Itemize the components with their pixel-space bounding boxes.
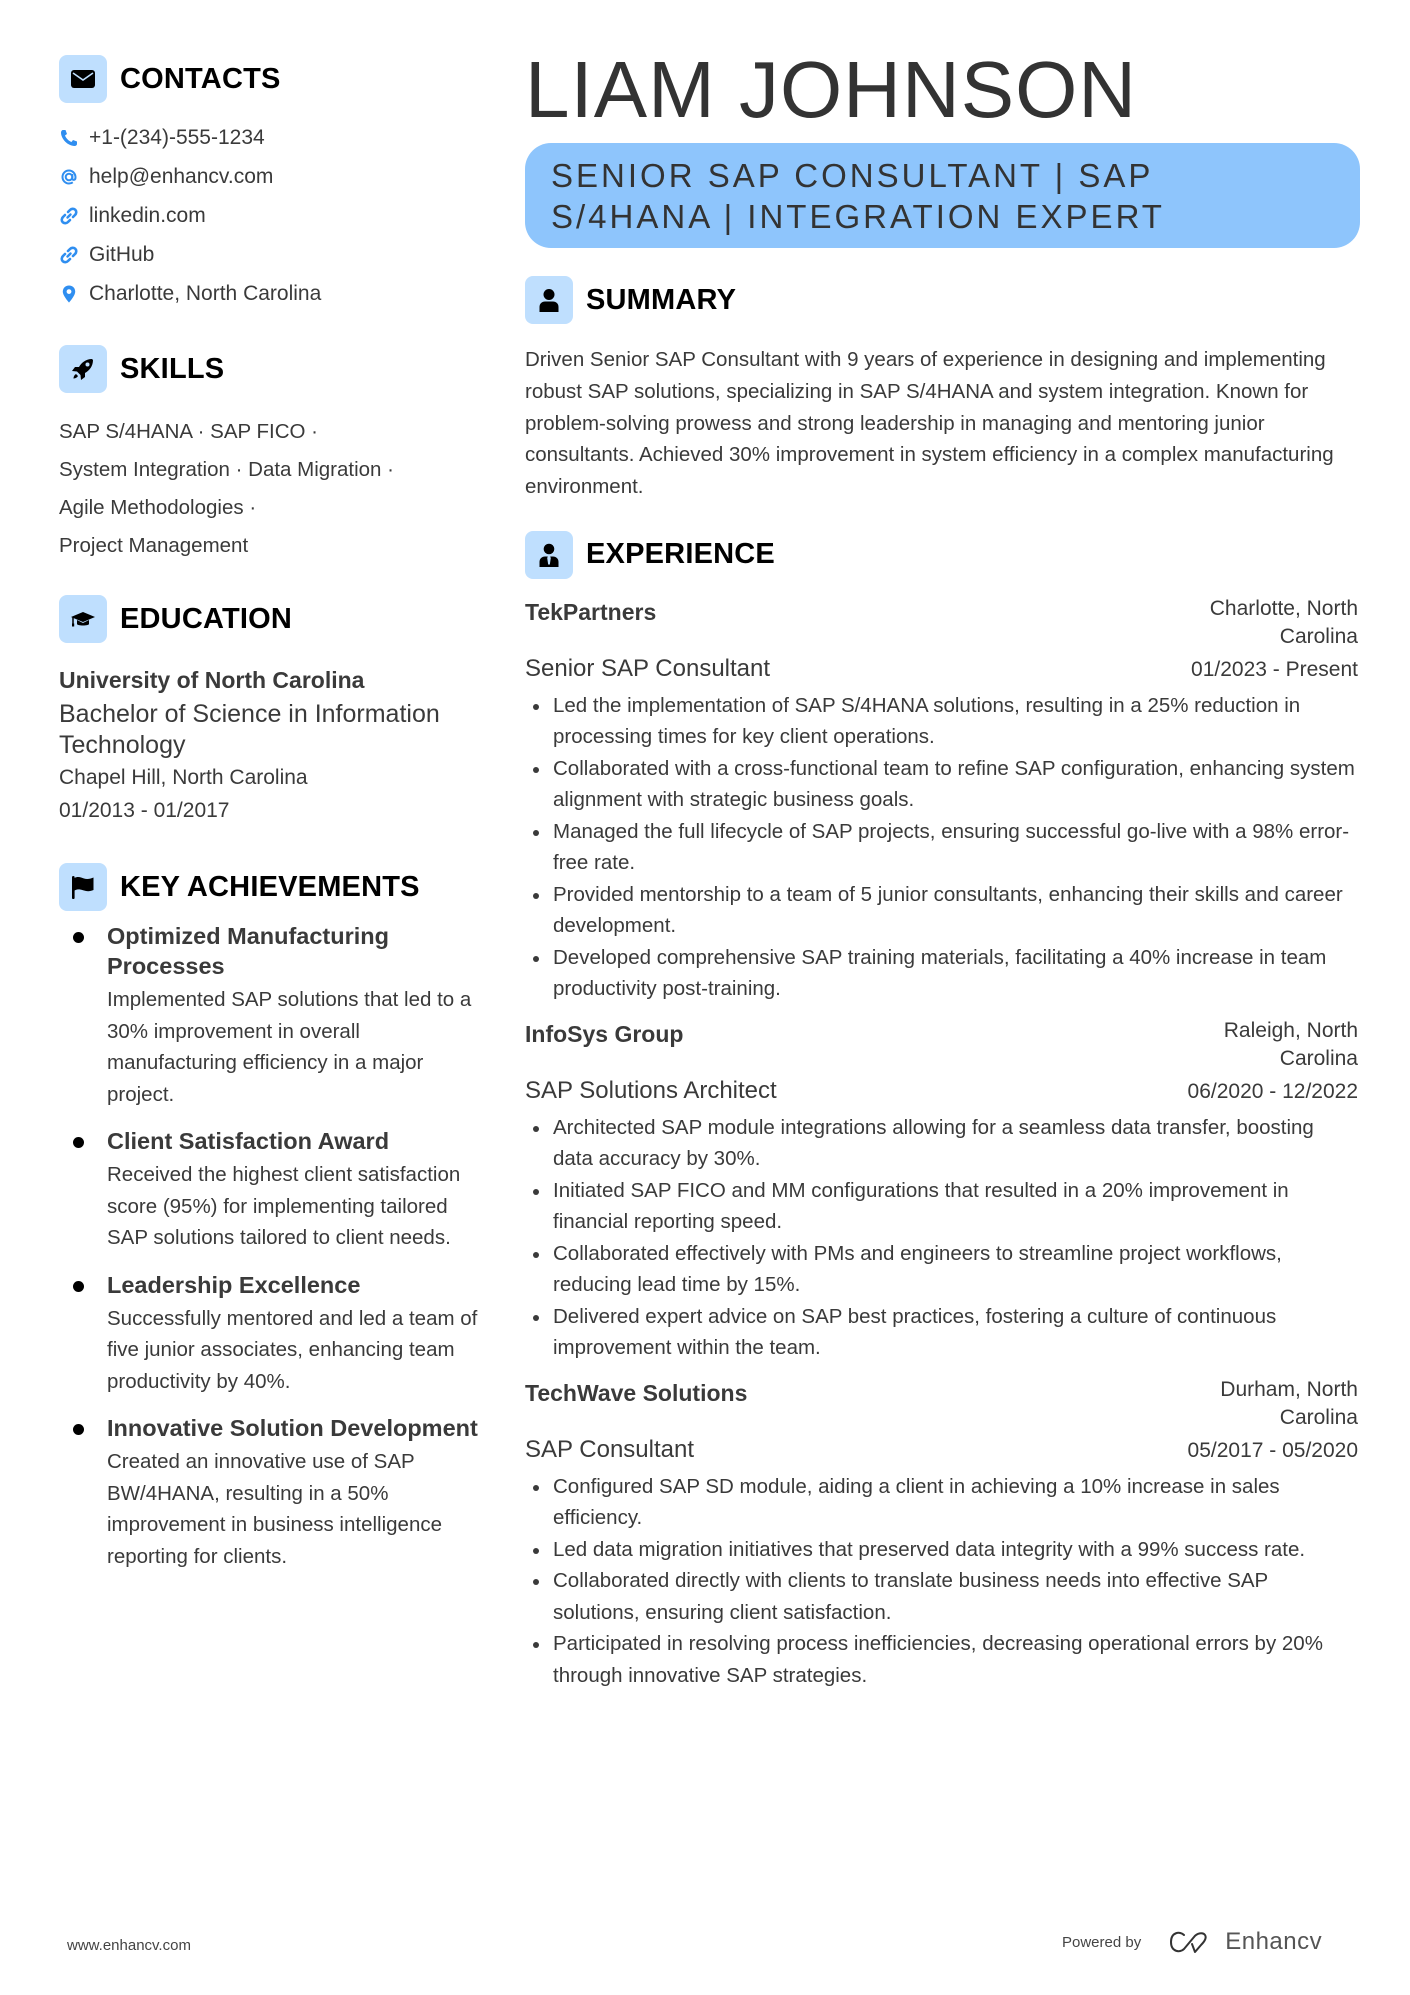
skills-section (59, 345, 479, 565)
link-icon (59, 206, 89, 226)
section-title: SKILLS (120, 352, 225, 385)
contact-text: help@enhancv.com (89, 164, 274, 188)
achievement-item (59, 1270, 479, 1398)
rocket-icon (59, 345, 107, 393)
contact-phone[interactable] (59, 118, 479, 157)
achievement-list (59, 921, 479, 1572)
education-section (59, 595, 479, 827)
link-icon (59, 245, 89, 265)
brand-name: Enhancv (1225, 1928, 1323, 1955)
company-name: InfoSys Group (525, 1020, 684, 1047)
user-icon (525, 276, 573, 324)
candidate-name: LIAM JOHNSON (525, 45, 1138, 134)
job-location: Charlotte, North Carolina (1209, 596, 1358, 648)
school-name: University of North Carolina (59, 667, 365, 693)
phone-icon (59, 128, 89, 148)
job-role: SAP Consultant (525, 1435, 694, 1463)
skills-line: System Integration · Data Migration · (59, 458, 394, 481)
job-role: SAP Solutions Architect (525, 1076, 777, 1104)
section-title: CONTACTS (120, 62, 281, 95)
section-title: KEY ACHIEVEMENTS (120, 870, 420, 903)
powered-by-label: Powered by (1062, 1933, 1142, 1951)
skills-line: SAP S/4HANA · SAP FICO · (59, 420, 318, 443)
location-pin-icon (59, 284, 89, 304)
job-bullet: Configured SAP SD module, aiding a client in achieving a 10% increase in sales efficiency. (525, 1471, 1358, 1534)
section-title: EXPERIENCE (586, 538, 775, 571)
job-bullet: Managed the full lifecycle of SAP projects, ensuring successful go-live with a 98% error-free rate. (525, 816, 1358, 879)
job-dates: 05/2017 - 05/2020 (1187, 1438, 1358, 1462)
contact-github[interactable] (59, 235, 479, 274)
company-name: TekPartners (525, 598, 657, 625)
experience-section (525, 531, 1358, 1692)
degree: Bachelor of Science in Information Technology (59, 700, 440, 759)
education-entry (59, 665, 479, 827)
job-bullet: Collaborated with a cross-functional team to refine SAP configuration, enhancing system alignment with strategic business goals. (525, 753, 1358, 816)
bullet-icon (73, 1424, 84, 1435)
achievement-desc: Implemented SAP solutions that led to a 30% improvement in overall manufacturing efficiency in a major project. (107, 988, 472, 1106)
job-bullet: Initiated SAP FICO and MM configurations that resulted in a 20% improvement in financial reporting speed. (525, 1175, 1358, 1238)
job-entry (525, 1376, 1358, 1692)
section-title: SUMMARY (586, 283, 737, 316)
achievement-item (59, 1126, 479, 1254)
contact-text: linkedin.com (89, 203, 206, 227)
at-icon (59, 167, 89, 187)
contact-text: Charlotte, North Carolina (89, 281, 322, 305)
summary-section (525, 276, 1358, 503)
envelope-icon (59, 55, 107, 103)
flag-icon (59, 863, 107, 911)
job-location: Raleigh, North Carolina (1223, 1018, 1358, 1070)
achievement-item (59, 921, 479, 1110)
job-title-line: S/4HANA | INTEGRATION EXPERT (551, 198, 1165, 235)
job-bullet: Collaborated effectively with PMs and engineers to streamline project workflows, reducing lead time by 15%. (525, 1238, 1358, 1301)
job-bullet: Delivered expert advice on SAP best practices, fostering a culture of continuous improvement within the team. (525, 1301, 1358, 1364)
achievement-title: Client Satisfaction Award (107, 1128, 390, 1154)
right-column (525, 45, 1358, 1703)
achievement-desc: Received the highest client satisfaction score (95%) for implementing tailored SAP solutions tailored to client needs. (107, 1163, 461, 1249)
contact-list (59, 118, 479, 313)
enhancv-logo-icon (1167, 1929, 1213, 1955)
education-dates: 01/2013 - 01/2017 (59, 799, 230, 822)
graduation-cap-icon (59, 595, 107, 643)
bullet-icon (73, 1137, 84, 1148)
job-bullet: Led the implementation of SAP S/4HANA solutions, resulting in a 25% reduction in processing times for key client operations. (525, 690, 1358, 753)
job-location: Durham, North Carolina (1220, 1377, 1358, 1429)
skills-line: Project Management (59, 534, 249, 557)
job-entry (525, 595, 1358, 1005)
education-location: Chapel Hill, North Carolina (59, 766, 308, 789)
bullet-icon (73, 932, 84, 943)
contact-linkedin[interactable] (59, 196, 479, 235)
section-header-education (59, 595, 479, 643)
section-header-contacts (59, 55, 479, 103)
user-tie-icon (525, 531, 573, 579)
job-bullet: Provided mentorship to a team of 5 junior consultants, enhancing their skills and career development. (525, 879, 1358, 942)
achievement-title: Leadership Excellence (107, 1271, 361, 1298)
job-bullets (525, 1471, 1358, 1692)
contact-text: GitHub (89, 242, 155, 266)
skills-list (59, 413, 479, 565)
job-dates: 06/2020 - 12/2022 (1187, 1079, 1358, 1103)
achievements-section (59, 863, 479, 1572)
achievement-title: Innovative Solution Development (107, 1415, 478, 1441)
job-title-banner (525, 143, 1360, 248)
job-role: Senior SAP Consultant (525, 654, 771, 682)
contacts-section (59, 55, 479, 313)
job-bullets (525, 690, 1358, 1005)
job-list (525, 595, 1358, 1692)
achievement-desc: Created an innovative use of SAP BW/4HANA, resulting in a 50% improvement in business intelligence reporting for clients. (107, 1450, 443, 1568)
job-bullet: Participated in resolving process inefficiencies, decreasing operational errors by 20% through innovative SAP strategies. (525, 1628, 1358, 1691)
footer-branding[interactable] (1062, 1928, 1322, 1956)
job-bullet: Collaborated directly with clients to translate business needs into effective SAP solutions, ensuring client satisfaction. (525, 1565, 1358, 1628)
job-bullet: Architected SAP module integrations allowing for a seamless data transfer, boosting data accuracy by 30%. (525, 1112, 1358, 1175)
left-column (59, 55, 479, 1588)
skills-line: Agile Methodologies · (59, 496, 257, 519)
job-title-line: SENIOR SAP CONSULTANT | SAP (551, 157, 1154, 194)
section-header-achievements (59, 863, 479, 911)
section-header-summary (525, 276, 1358, 324)
bullet-icon (73, 1281, 84, 1292)
summary-text: Driven Senior SAP Consultant with 9 years of experience in designing and implementing robust SAP solutions, specializing in SAP S/4HANA and system integration. Known for problem-solving prowess and strong leadership in managing and mentoring junior consultants. Achieved 30% improvement in system efficiency in a complex manufacturing environment. (525, 348, 1334, 499)
job-dates: 01/2023 - Present (1191, 657, 1358, 681)
achievement-item (59, 1413, 479, 1572)
job-bullet: Led data migration initiatives that preserved data integrity with a 99% success rate. (525, 1534, 1358, 1566)
job-entry (525, 1017, 1358, 1364)
achievement-title: Optimized Manufacturing Processes (107, 923, 389, 979)
section-title: EDUCATION (120, 602, 293, 635)
contact-email[interactable] (59, 157, 479, 196)
job-bullets (525, 1112, 1358, 1364)
achievement-desc: Successfully mentored and led a team of five junior associates, enhancing team productivity by 40%. (107, 1306, 478, 1393)
section-header-skills (59, 345, 479, 393)
contact-location (59, 274, 479, 313)
contact-text: +1-(234)-555-1234 (89, 125, 265, 149)
job-bullet: Developed comprehensive SAP training materials, facilitating a 40% increase in team productivity post-training. (525, 942, 1358, 1005)
section-header-experience (525, 531, 1358, 579)
footer-website-link[interactable]: www.enhancv.com (67, 1937, 191, 1954)
company-name: TechWave Solutions (525, 1379, 748, 1406)
